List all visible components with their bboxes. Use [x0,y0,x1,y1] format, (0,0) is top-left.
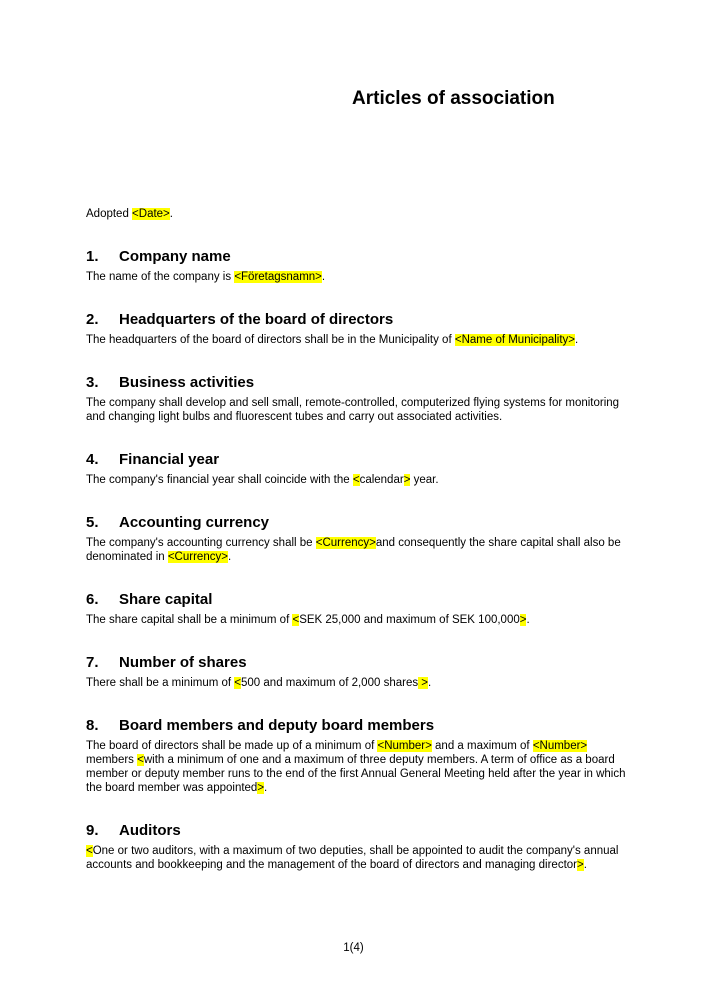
placeholder-highlight: <Currency> [315,537,376,549]
placeholder-highlight: < [86,845,93,857]
placeholder-highlight: > [403,474,411,486]
document-content [86,0,626,872]
text-run: and a maximum of [431,740,533,752]
section-body [86,536,626,564]
section-number: 8. [86,717,99,734]
section-number: 2. [86,311,99,328]
placeholder-highlight: <Number> [532,740,588,752]
section-heading-text: Business activities [119,374,255,391]
placeholder-highlight: <Date> [132,208,170,220]
placeholder-highlight: <Företagsnamn> [234,271,322,283]
section-heading-text: Share capital [119,591,213,608]
placeholder-highlight: < [352,474,360,486]
section [86,312,626,347]
section-body [86,473,626,487]
placeholder-highlight: < [137,754,144,766]
section [86,249,626,284]
section-heading-text: Company name [119,248,231,265]
text-run: The share capital shall be a minimum of [86,614,293,626]
section-heading [86,718,626,734]
page-number: 1(4) [343,942,364,954]
text-run: There shall be a minimum of [86,677,235,689]
placeholder-highlight: < [234,677,242,689]
text-run: . [526,614,530,626]
section-number: 1. [86,248,99,265]
section-heading [86,655,626,671]
placeholder-highlight: <Currency> [167,551,228,563]
section-body [86,270,626,284]
section-heading [86,452,626,468]
placeholder-highlight: < [292,614,300,626]
placeholder-highlight: > [257,782,265,794]
section-heading [86,375,626,391]
text-run: with a minimum of one and a maximum of three deputy members. A term of office as a board member or deputy member runs to the end of the first Annual General Meeting held after the year in which the board member was appointed [86,754,626,794]
placeholder-highlight: > [519,614,527,626]
section [86,823,626,872]
section-heading-text: Accounting currency [119,514,270,531]
text-run: 500 and maximum of 2,000 shares [241,677,419,689]
section-heading-text: Headquarters of the board of directors [119,311,394,328]
section [86,515,626,564]
section-heading-text: Number of shares [119,654,247,671]
text-run: . [583,859,587,871]
section-heading [86,312,626,328]
section [86,718,626,795]
text-run: The company's financial year shall coincide with the [86,474,353,486]
text-run: The board of directors shall be made up of a minimum of [86,740,378,752]
text-run: Adopted [86,208,133,220]
sections-container [86,249,626,872]
section-body [86,613,626,627]
section-body [86,396,626,424]
adopted-line [86,207,626,221]
text-run: . [264,782,268,794]
section-number: 3. [86,374,99,391]
section-number: 5. [86,514,99,531]
text-run: The headquarters of the board of directors shall be in the Municipality of [86,334,455,346]
section-heading [86,823,626,839]
text-run: calendar [359,474,404,486]
text-run: year. [410,474,439,486]
placeholder-highlight: <Name of Municipality> [454,334,576,346]
section-body [86,333,626,347]
section-heading-text: Financial year [119,451,220,468]
section-number: 7. [86,654,99,671]
section-number: 9. [86,822,99,839]
placeholder-highlight: > [418,677,429,689]
section-heading [86,249,626,265]
section-body [86,739,626,795]
section-heading-text: Board members and deputy board members [119,717,435,734]
text-run: . [575,334,579,346]
text-run: . [227,551,232,563]
section-heading [86,592,626,608]
placeholder-highlight: > [577,859,584,871]
text-run: and consequently the share capital shall also be denominated in [86,537,621,563]
section [86,655,626,690]
text-run: . [321,271,326,283]
text-run: The company's accounting currency shall be [86,537,316,549]
text-run: . [169,208,173,220]
text-run: The name of the company is [86,271,235,283]
text-run: The company shall develop and sell small, remote-controlled, computerized flying systems for monitoring and changing light bulbs and fluorescent tubes and carry out associated activities. [86,397,620,423]
section-heading-text: Auditors [119,822,181,839]
text-run: SEK 25,000 and maximum of SEK 100,000 [299,614,520,626]
section-body [86,676,626,690]
section-number: 6. [86,591,99,608]
section [86,592,626,627]
section [86,452,626,487]
text-run: One or two auditors, with a maximum of two deputies, shall be appointed to audit the company's annual accounts and bookkeeping and the management of the board of directors and managing director [86,845,619,871]
section-body [86,844,626,872]
document-title: Articles of association [352,88,555,109]
placeholder-highlight: <Number> [377,740,432,752]
section-heading [86,515,626,531]
text-run: . [428,677,432,689]
section-number: 4. [86,451,99,468]
text-run: members [86,754,138,766]
section [86,375,626,424]
